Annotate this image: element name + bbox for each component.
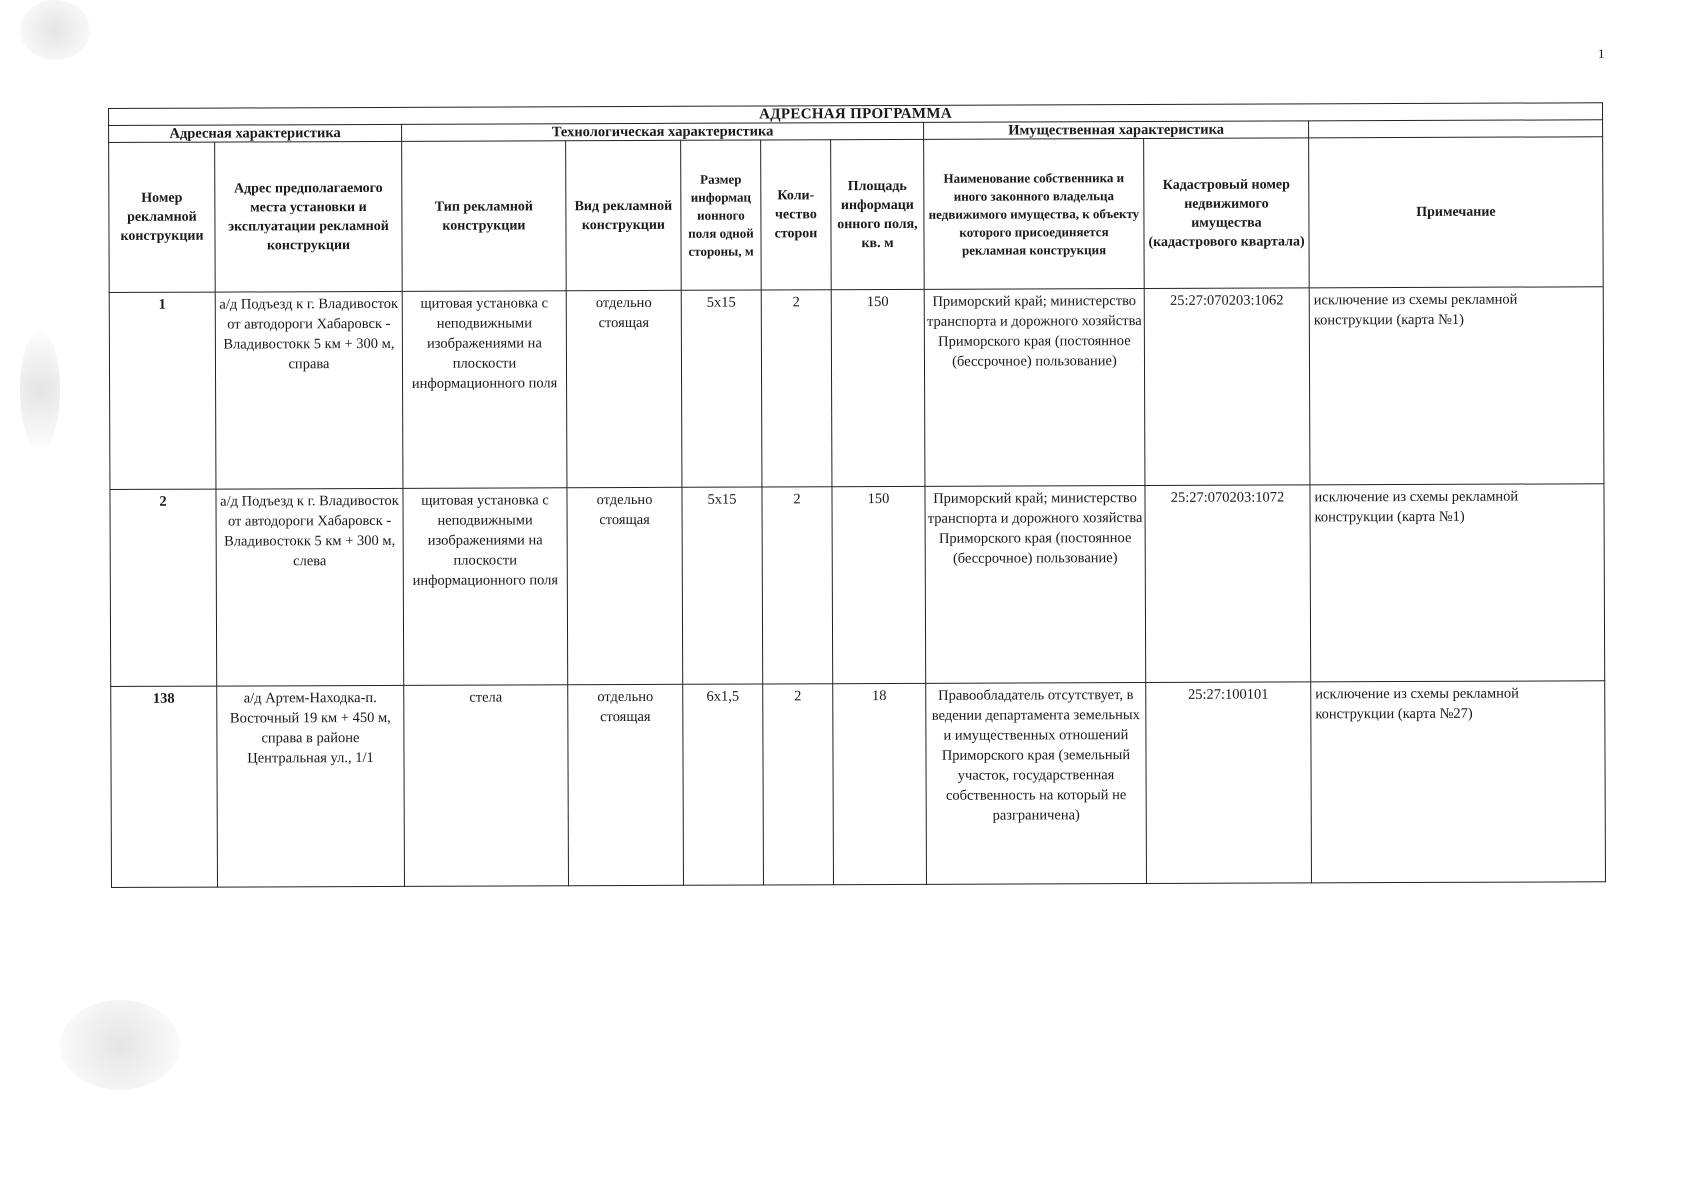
cell-number: 1 [109, 292, 216, 489]
scan-artifact [20, 0, 90, 60]
col-address: Адрес предполагаемого места установки и эксплуатации рекламной конструкции [215, 141, 403, 292]
col-owner: Наименование собственника и иного законного владельца недвижимого имущества, к объекту которого присоединяется рекламная конструкция [924, 139, 1145, 290]
col-type: Тип рекламной конструкции [402, 141, 567, 292]
table-row [111, 681, 1606, 888]
col-cadastral: Кадастровый номер недвижимого имущества (кадастрового квартала) [1144, 138, 1310, 289]
cell-cadastral: 25:27:070203:1072 [1145, 485, 1311, 683]
table-row [109, 287, 1604, 490]
cell-kind: отдельно стоящая [567, 487, 683, 684]
cell-cadastral: 25:27:070203:1062 [1144, 288, 1310, 486]
group-empty [1309, 120, 1603, 138]
scan-artifact [60, 1000, 180, 1090]
cell-owner: Приморский край; министерство транспорта и дорожного хозяйства Приморского края (постоянное (бессрочное) пользование) [924, 289, 1145, 487]
cell-owner: Приморский край; министерство транспорта и дорожного хозяйства Приморского края (постоянное (бессрочное) пользование) [925, 486, 1146, 684]
col-number: Номер рекламной конструкции [109, 142, 216, 292]
page-number: 1 [1598, 46, 1605, 61]
cell-note: исключение из схемы рекламной конструкции (карта №1) [1310, 484, 1605, 682]
cell-kind: отдельно стоящая [568, 684, 684, 885]
cell-owner: Правообладатель отсутствует, в ведении департамента земельных и имущественных отношений Приморского края (земельный участок, государственная собственность на который не разграничена) [926, 683, 1147, 885]
address-program-table [108, 102, 1606, 888]
cell-address: а/д Артем-Находка-п. Восточный 19 км + 450 м, справа в районе Центральная ул., 1/1 [217, 685, 405, 887]
group-address: Адресная характеристика [109, 124, 402, 142]
cell-area: 150 [832, 486, 926, 683]
group-technical: Технологическая характеристика [402, 122, 924, 141]
col-note: Примечание [1309, 137, 1604, 288]
cell-size: 5x15 [681, 290, 762, 487]
cell-sides: 2 [761, 290, 832, 487]
cell-note: исключение из схемы рекламной конструкции (карта №1) [1309, 287, 1604, 485]
cell-address: а/д Подъезд к г. Владивосток от автодороги Хабаровск - Владивостокк 5 км + 300 м, слева [216, 488, 404, 686]
cell-note: исключение из схемы рекламной конструкции (карта №27) [1311, 681, 1606, 883]
cell-sides: 2 [762, 487, 833, 684]
cell-number: 138 [111, 686, 218, 887]
cell-size: 6x1,5 [683, 684, 764, 885]
cell-cadastral: 25:27:100101 [1146, 682, 1312, 884]
group-property: Имущественная характеристика [924, 121, 1309, 139]
cell-size: 5x15 [682, 487, 763, 684]
table-title: АДРЕСНАЯ ПРОГРАММА [109, 103, 1603, 126]
col-area: Площадь информаци онного поля, кв. м [831, 139, 925, 289]
cell-kind: отдельно стоящая [566, 290, 682, 487]
cell-area: 150 [831, 289, 925, 486]
cell-type: щитовая установка с неподвижными изображениями на плоскости информационного поля [403, 488, 568, 686]
cell-type: стела [404, 685, 569, 887]
table-row [110, 484, 1605, 687]
col-kind: Вид рекламной конструкции [566, 140, 682, 290]
col-sides: Коли-чество сторон [761, 140, 832, 290]
scan-artifact [20, 330, 60, 450]
cell-type: щитовая установка с неподвижными изображениями на плоскости информационного поля [402, 291, 567, 489]
cell-sides: 2 [763, 684, 834, 885]
cell-number: 2 [110, 489, 217, 686]
cell-address: а/д Подъезд к г. Владивосток от автодороги Хабаровск - Владивостокк 5 км + 300 м, справа [215, 291, 403, 489]
col-size: Размер информац ионного поля одной стороны, м [681, 140, 762, 290]
cell-area: 18 [833, 683, 927, 884]
